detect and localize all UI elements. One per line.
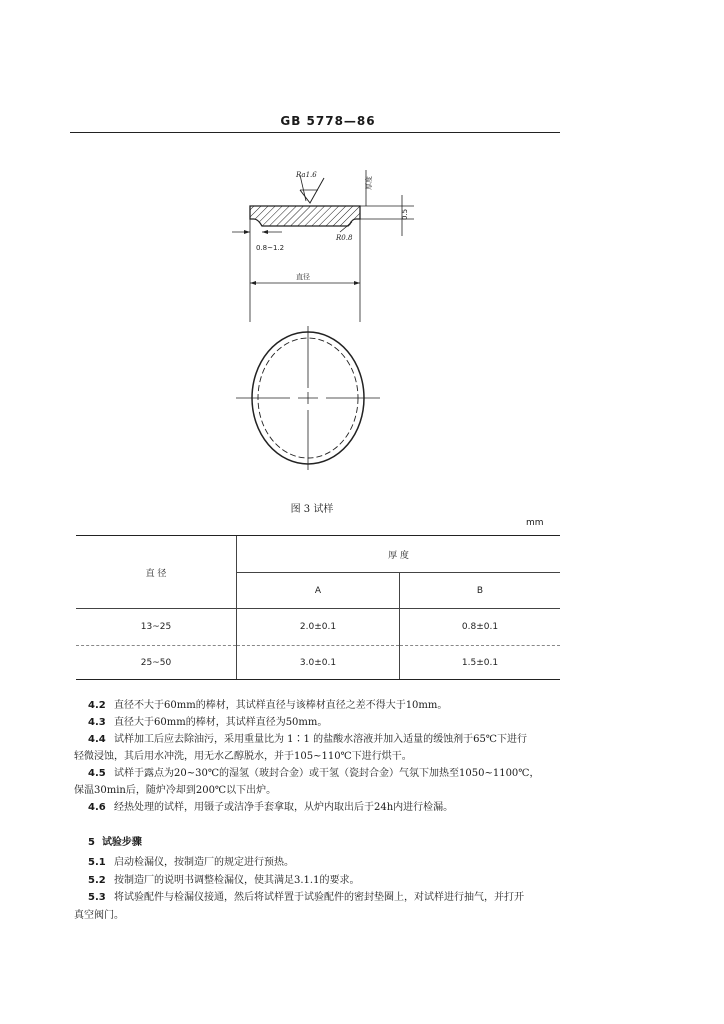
step-number: 5.1 xyxy=(88,857,106,868)
col-header-b: B xyxy=(400,573,561,609)
clause-number: 4.5 xyxy=(88,768,106,779)
col-header-thickness: 厚 度 xyxy=(237,536,561,573)
col-header-a: A xyxy=(237,573,400,609)
roughness-label: Ra1.6 xyxy=(296,171,317,179)
groove-depth-label: 0.5 xyxy=(401,208,409,220)
clause-number: 4.6 xyxy=(88,802,106,813)
table-unit: mm xyxy=(526,518,544,528)
table-row xyxy=(76,609,560,646)
figure-caption: 图 3 试样 xyxy=(290,504,334,515)
section-number: 5 xyxy=(88,837,95,848)
clauses-section-4 xyxy=(74,697,568,816)
clause-number: 4.2 xyxy=(88,700,106,711)
thickness-label: 厚度 xyxy=(365,176,373,190)
section-body xyxy=(250,206,360,226)
section-5-title xyxy=(88,833,142,848)
diameter-label: 直径 xyxy=(296,273,310,281)
specimen-thickness-table xyxy=(76,535,560,680)
clause-text: 经热处理的试样，用镊子或洁净手套拿取，从炉内取出后于24h内进行检漏。 xyxy=(114,802,454,813)
clause-number: 4.3 xyxy=(88,717,106,728)
edge-width-label: 0.8~1.2 xyxy=(256,244,285,252)
plan-view xyxy=(236,326,380,470)
clause-text: 试样于露点为20~30℃的湿氢（玻封合金）或干氢（瓷封合金）气氛下加热至1050~1100℃， xyxy=(114,768,540,779)
step-5-2 xyxy=(88,872,568,890)
clause-text: 试样加工后应去除油污，采用重量比为 1∶1 的盐酸水溶液并加入适量的缓蚀剂于65℃下进行 xyxy=(114,734,527,745)
section-title-text: 试验步骤 xyxy=(101,837,142,848)
clause-4-5-continued: 保温30min后，随炉冷却到200℃以下出炉。 xyxy=(74,785,277,796)
clause-4-6 xyxy=(88,799,568,816)
step-5-3 xyxy=(88,889,568,907)
cell-b: 1.5±0.1 xyxy=(400,646,561,680)
table-row xyxy=(76,646,560,680)
step-text: 按制造厂的说明书调整检漏仪，使其满足3.1.1的要求。 xyxy=(114,874,360,886)
clause-text: 直径大于60mm的棒材，其试样直径为50mm。 xyxy=(114,717,328,728)
cell-b: 0.8±0.1 xyxy=(400,609,561,646)
clause-4-5 xyxy=(88,765,568,782)
step-5-1 xyxy=(88,854,568,872)
cell-a: 3.0±0.1 xyxy=(237,646,400,680)
step-text: 启动检漏仪，按制造厂的规定进行预热。 xyxy=(114,857,294,868)
step-number: 5.3 xyxy=(88,892,106,903)
col-header-diameter: 直 径 xyxy=(76,536,237,609)
clause-text: 直径不大于60mm的棒材，其试样直径与该棒材直径之差不得大于10mm。 xyxy=(114,700,448,711)
specimen-figure xyxy=(0,0,724,500)
step-5-3-continued: 真空阀门。 xyxy=(74,909,124,921)
clause-4-4 xyxy=(88,731,568,748)
cell-diameter: 13~25 xyxy=(76,609,237,646)
cell-diameter: 25~50 xyxy=(76,646,237,680)
steps-section-5 xyxy=(74,854,568,924)
clause-number: 4.4 xyxy=(88,734,106,745)
document-code: GB 5778—86 xyxy=(280,114,376,128)
clause-4-4-continued: 轻微浸蚀，其后用水冲洗，用无水乙醇脱水，并于105~110℃下进行烘干。 xyxy=(74,751,412,762)
clause-4-3 xyxy=(88,714,568,731)
step-text: 将试验配件与检漏仪接通，然后将试样置于试验配件的密封垫圈上，对试样进行抽气，并打开 xyxy=(114,892,524,903)
clause-4-2 xyxy=(88,697,568,714)
radius-label: R0.8 xyxy=(336,234,353,242)
cell-a: 2.0±0.1 xyxy=(237,609,400,646)
step-number: 5.2 xyxy=(88,874,106,886)
